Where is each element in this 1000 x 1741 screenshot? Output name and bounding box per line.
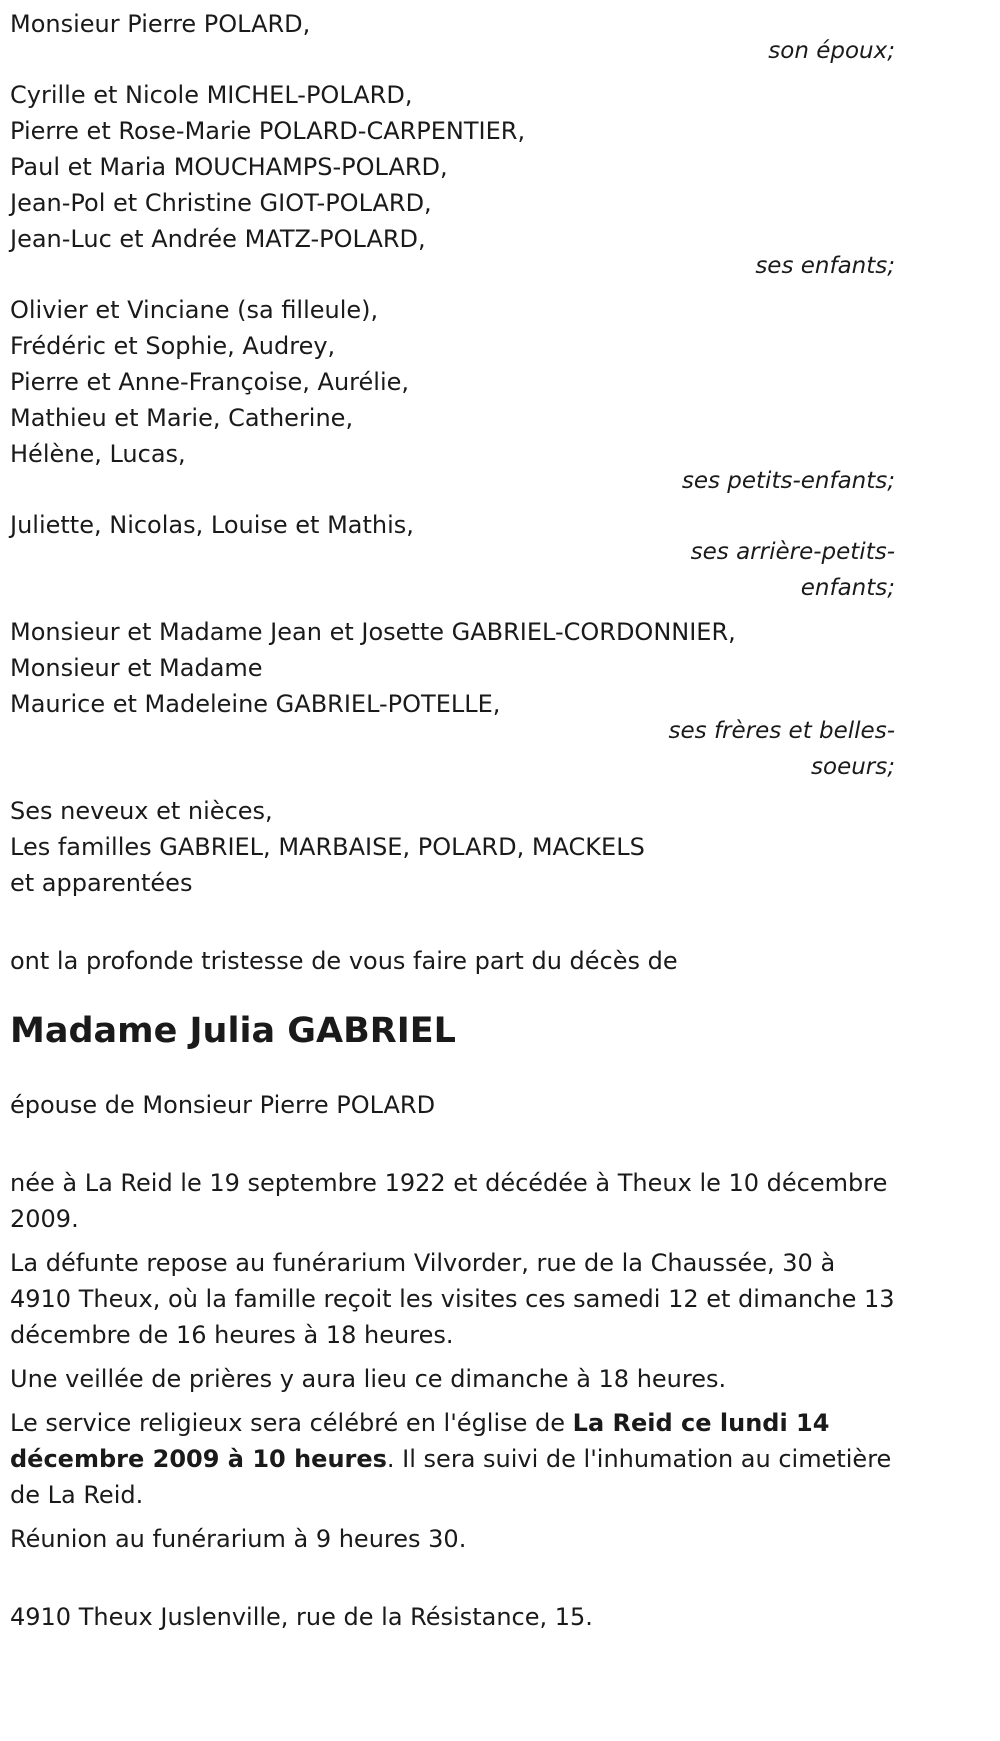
child-line: Jean-Luc et Andrée MATZ-POLARD, bbox=[10, 225, 426, 253]
great-grandchild-line: Juliette, Nicolas, Louise et Mathis, bbox=[10, 511, 414, 539]
grandchildren-group bbox=[10, 292, 895, 499]
child-line: Jean-Pol et Christine GIOT-POLARD, bbox=[10, 189, 432, 217]
spouse-name: Monsieur Pierre POLARD, bbox=[10, 10, 311, 38]
sibling-line: Maurice et Madeleine GABRIEL-POTELLE, bbox=[10, 690, 501, 718]
service-text-part2: . Il sera suivi de l'inhumation au cimetière de La Reid. bbox=[10, 1445, 892, 1509]
relatives-line: Les familles GABRIEL, MARBAISE, POLARD, MACKELS bbox=[10, 833, 645, 861]
child-line: Pierre et Rose-Marie POLARD-CARPENTIER, bbox=[10, 117, 526, 145]
grandchild-line: Pierre et Anne-Françoise, Aurélie, bbox=[10, 368, 410, 396]
child-line: Cyrille et Nicole MICHEL-POLARD, bbox=[10, 81, 413, 109]
service-date-bold: La Reid ce lundi 14 décembre 2009 à 10 heures bbox=[10, 1409, 830, 1473]
spouse-group bbox=[10, 6, 895, 69]
great-grandchildren-role-cont: enfants; bbox=[800, 575, 895, 601]
children-role: ses enfants; bbox=[755, 253, 895, 279]
meeting-text: Réunion au funérarium à 9 heures 30. bbox=[10, 1525, 467, 1553]
service-text-part1: Le service religieux sera célébré en l'église de bbox=[10, 1409, 573, 1437]
grandchild-line: Mathieu et Marie, Catherine, bbox=[10, 404, 354, 432]
relatives-line: et apparentées bbox=[10, 869, 193, 897]
siblings-role: ses frères et belles- bbox=[668, 718, 895, 744]
grandchild-line: Hélène, Lucas, bbox=[10, 440, 186, 468]
siblings-role-cont: soeurs; bbox=[811, 754, 895, 780]
children-group bbox=[10, 77, 895, 284]
spouse-role: son époux; bbox=[768, 38, 895, 64]
address-text: 4910 Theux Juslenville, rue de la Résistance, 15. bbox=[10, 1603, 593, 1631]
grandchildren-role: ses petits-enfants; bbox=[681, 468, 895, 494]
announcement-text: ont la profonde tristesse de vous faire part du décès de bbox=[10, 947, 678, 975]
deceased-name: Madame Julia GABRIEL bbox=[10, 1011, 456, 1051]
vigil-text: Une veillée de prières y aura lieu ce dimanche à 18 heures. bbox=[10, 1365, 727, 1393]
service-text bbox=[10, 1405, 895, 1513]
spouse-of-text: épouse de Monsieur Pierre POLARD bbox=[10, 1091, 436, 1119]
siblings-group bbox=[10, 614, 895, 785]
great-grandchildren-group bbox=[10, 507, 895, 606]
birth-death-text: née à La Reid le 19 septembre 1922 et décédée à Theux le 10 décembre 2009. bbox=[10, 1169, 888, 1233]
great-grandchildren-role: ses arrière-petits- bbox=[690, 539, 895, 565]
child-line: Paul et Maria MOUCHAMPS-POLARD, bbox=[10, 153, 448, 181]
sibling-line: Monsieur et Madame bbox=[10, 654, 263, 682]
obituary-column bbox=[10, 6, 895, 1635]
grandchild-line: Frédéric et Sophie, Audrey, bbox=[10, 332, 336, 360]
relatives-line: Ses neveux et nièces, bbox=[10, 797, 273, 825]
grandchild-line: Olivier et Vinciane (sa filleule), bbox=[10, 296, 379, 324]
funerarium-text: La défunte repose au funérarium Vilvorder, rue de la Chaussée, 30 à 4910 Theux, où la famille reçoit les visites ces samedi 12 et dimanche 13 décembre de 16 heures à 18 heures. bbox=[10, 1249, 895, 1349]
relatives-group bbox=[10, 793, 895, 901]
sibling-line: Monsieur et Madame Jean et Josette GABRIEL-CORDONNIER, bbox=[10, 618, 736, 646]
